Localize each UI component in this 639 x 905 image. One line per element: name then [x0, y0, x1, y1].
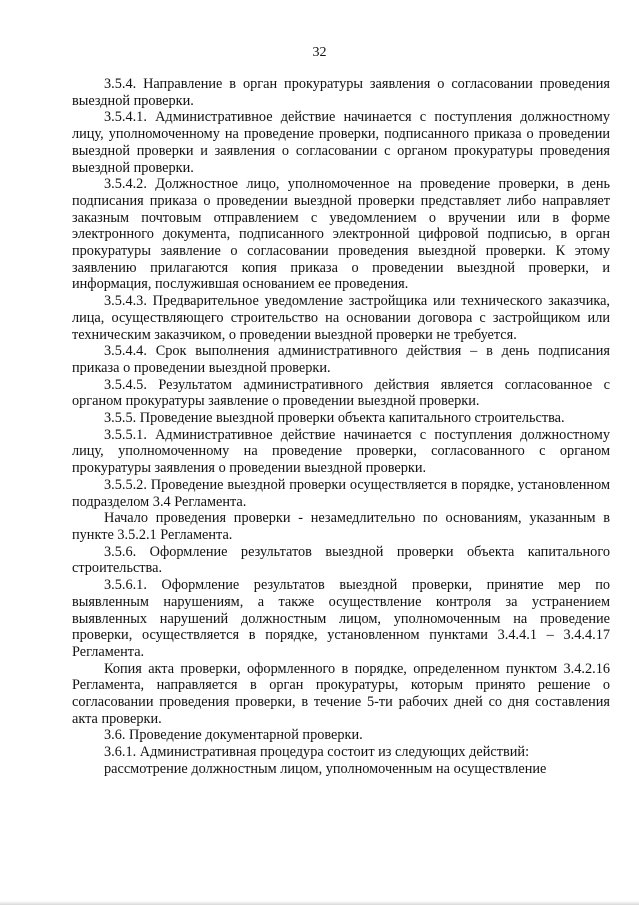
paragraph: 3.5.6. Оформление результатов выездной проверки объекта капитального строительства.: [72, 543, 610, 577]
paragraph: 3.5.4.4. Срок выполнения административного действия – в день подписания приказа о проведении выездной проверки.: [72, 343, 610, 376]
paragraph: 3.5.5.2. Проведение выездной проверки осуществляется в порядке, установленном подразделом 3.4 Регламента.: [72, 476, 610, 510]
paragraph: Начало проведения проверки - незамедлительно по основаниям, указанным в пункте 3.5.2.1 Регламента.: [72, 510, 610, 543]
paragraph: 3.6.1. Административная процедура состоит из следующих действий:: [104, 744, 530, 761]
paragraph: 3.5.4.3. Предварительное уведомление застройщика или технического заказчика, лица, осуществляющего строительство на основании договора с застройщиком или техническим заказчиком, о проведении выездной проверки не требуется.: [72, 293, 610, 343]
scan-bottom-edge: [0, 901, 639, 905]
paragraph: 3.5.4.1. Административное действие начинается с поступления должностному лицу, уполномоченному на проведение проверки, подписанного приказа о проведении выездной проверки и заявления о согласовании с органом прокуратуры проведения выездной проверки.: [72, 109, 610, 176]
paragraph: 3.5.5. Проведение выездной проверки объекта капитального строительства.: [104, 410, 565, 427]
paragraph: 3.5.6.1. Оформление результатов выездной проверки, принятие мер по выявленным нарушениям, а также осуществление контроля за устранением выявленных нарушений должностным лицом, уполномоченным на проведение проверки, осуществляется в порядке, установленном пунктами 3.4.4.1 – 3.4.4.17 Регламента.: [72, 577, 610, 660]
paragraph: рассмотрение должностным лицом, уполномоченным на осуществление: [104, 760, 547, 777]
paragraph: 3.5.4.5. Результатом административного действия является согласованное с органом прокуратуры заявление о проведении выездной проверки.: [72, 376, 610, 410]
paragraph: 3.5.4.2. Должностное лицо, уполномоченное на проведение проверки, в день подписания приказа о проведении выездной проверки представляет либо направляет заказным почтовым отправлением с уведомлением о вручении или в форме электронного документа, подписанного электронной цифровой подписью, в орган прокуратуры заявление о согласовании проведения выездной проверки. К этому заявлению прилагаются копия приказа о проведении выездной проверки, и информация, послужившая основанием ее проведения.: [72, 176, 610, 293]
paragraph: Копия акта проверки, оформленного в порядке, определенном пунктом 3.4.2.16 Регламента, направляется в орган прокуратуры, которым принято решение о согласовании проведения проверки, в течение 5-ти рабочих дней со дня составления акта проверки.: [72, 660, 610, 727]
paragraph: 3.5.4. Направление в орган прокуратуры заявления о согласовании проведения выездной проверки.: [72, 76, 610, 109]
page-number: 32: [312, 45, 327, 60]
paragraph: 3.6. Проведение документарной проверки.: [104, 727, 363, 744]
paragraph: 3.5.5.1. Административное действие начинается с поступления должностному лицу, уполномоченному на проведение проверки, согласованного с органом прокуратуры заявления о проведении выездной проверки.: [72, 426, 610, 477]
document-body: [72, 76, 610, 778]
